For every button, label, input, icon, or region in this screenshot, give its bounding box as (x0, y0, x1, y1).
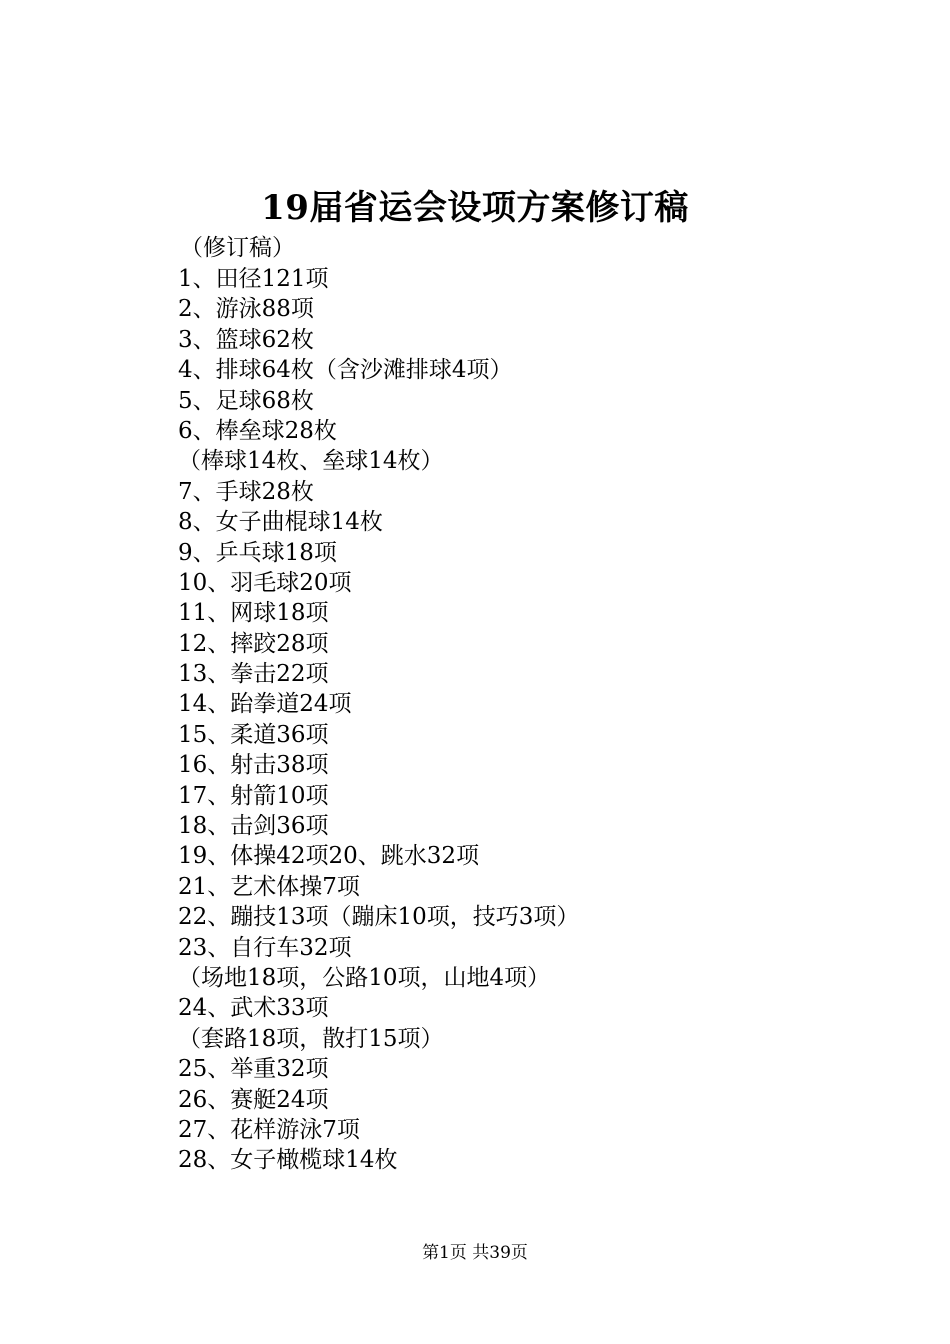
list-item: 11、网球18项 (178, 600, 329, 627)
list-item: 12、摔跤28项 (178, 630, 329, 657)
list-item: 9、乒乓球18项 (178, 539, 337, 566)
list-item: 25、举重32项 (178, 1056, 329, 1083)
list-item: 8、女子曲棍球14枚 (178, 509, 383, 536)
list-item: 23、自行车32项 (178, 934, 352, 961)
list-item: 28、女子橄榄球14枚 (178, 1147, 398, 1174)
list-item: 1、田径121项 (178, 266, 329, 292)
list-item: 24、武术33项 (178, 995, 329, 1022)
list-item: 7、手球28枚 (178, 478, 314, 505)
list-item: 27、花样游泳7项 (178, 1116, 360, 1143)
list-item: 16、射击38项 (178, 752, 329, 779)
list-item: 6、棒垒球28枚 (178, 417, 337, 444)
list-item: 4、排球64枚（含沙滩排球4项） (178, 357, 513, 384)
list-item: 15、柔道36项 (178, 721, 329, 748)
list-item: 3、篮球62枚 (178, 326, 314, 353)
list-item: 10、羽毛球20项 (178, 569, 352, 596)
list-item: 5、足球68枚 (178, 387, 314, 414)
event-list (178, 264, 579, 1176)
list-item: （棒球14枚、垒球14枚） (178, 448, 444, 475)
list-item: 17、射箭10项 (178, 782, 329, 809)
list-item: 13、拳击22项 (178, 661, 329, 688)
list-item: 2、游泳88项 (178, 296, 314, 323)
document-subtitle: （修订稿） (180, 235, 295, 261)
list-item: （场地18项，公路10项，山地4项） (178, 964, 551, 991)
page-footer: 第1页 共39页 (422, 1243, 528, 1263)
list-item: 21、艺术体操7项 (178, 873, 360, 900)
document-title: 19届省运会设项方案修订稿 (261, 188, 689, 228)
list-item: 22、蹦技13项（蹦床10项，技巧3项） (178, 904, 580, 931)
list-item: （套路18项，散打15项） (178, 1025, 444, 1052)
list-item: 14、跆拳道24项 (178, 691, 352, 718)
list-item: 18、击剑36项 (178, 813, 329, 840)
list-item: 19、体操42项20、跳水32项 (178, 843, 480, 870)
list-item: 26、赛艇24项 (178, 1086, 329, 1113)
